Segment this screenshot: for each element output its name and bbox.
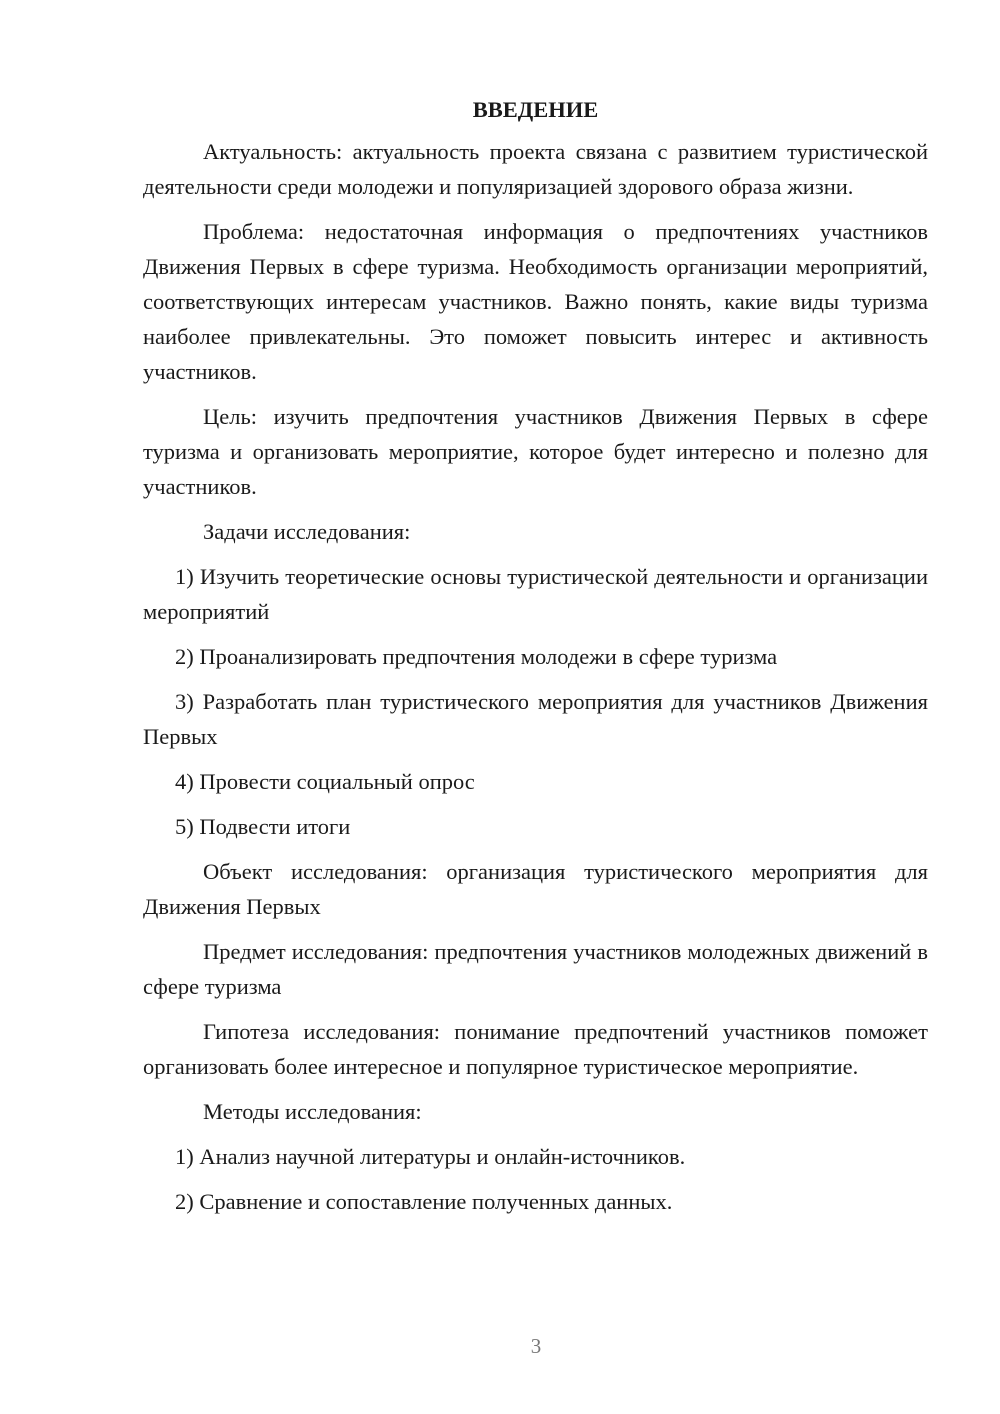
- list-item-task-5: 5) Подвести итоги: [175, 814, 351, 839]
- paragraph-tasks-heading: Задачи исследования:: [203, 519, 411, 544]
- paragraph-relevance: Актуальность: актуальность проекта связана с развитием туристической деятельности среди молодежи и популяризацией здорового образа жизни.: [143, 139, 928, 199]
- list-item-task-1: 1) Изучить теоретические основы туристической деятельности и организации мероприятий: [143, 564, 928, 624]
- page-content: [143, 92, 928, 1229]
- list-item-method-2: 2) Сравнение и сопоставление полученных данных.: [175, 1189, 673, 1214]
- paragraph-subject: Предмет исследования: предпочтения участников молодежных движений в сфере туризма: [143, 939, 928, 999]
- page-number: 3: [530, 1334, 542, 1358]
- paragraph-methods-heading: Методы исследования:: [203, 1099, 422, 1124]
- paragraph-object: Объект исследования: организация туристического мероприятия для Движения Первых: [143, 859, 928, 919]
- list-item-task-3: 3) Разработать план туристического мероприятия для участников Движения Первых: [143, 689, 928, 749]
- list-item-method-1: 1) Анализ научной литературы и онлайн-источников.: [175, 1144, 686, 1169]
- paragraph-goal: Цель: изучить предпочтения участников Движения Первых в сфере туризма и организовать мероприятие, которое будет интересно и полезно для участников.: [143, 404, 928, 499]
- page-title: ВВЕДЕНИЕ: [472, 97, 599, 122]
- paragraph-hypothesis: Гипотеза исследования: понимание предпочтений участников поможет организовать более интересное и популярное туристическое мероприятие.: [143, 1019, 928, 1079]
- paragraph-problem: Проблема: недостаточная информация о предпочтениях участников Движения Первых в сфере туризма. Необходимость организации мероприятий, соответствующих интересам участников. Важно понять, какие виды туризма наиболее привлекательны. Это поможет повысить интерес и активность участников.: [143, 219, 928, 384]
- list-item-task-2: 2) Проанализировать предпочтения молодежи в сфере туризма: [175, 644, 778, 669]
- list-item-task-4: 4) Провести социальный опрос: [175, 769, 475, 794]
